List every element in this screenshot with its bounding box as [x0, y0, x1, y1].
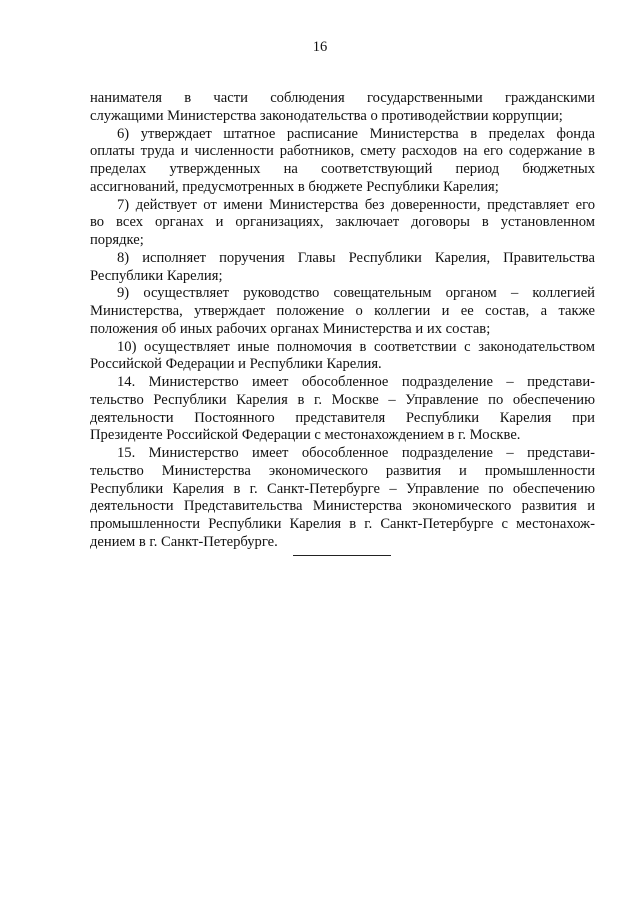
text-line: пределах утвержденных на соответствующий период бюджетных [90, 161, 595, 177]
text-line: тельство Министерства экономического развития и промышленности [90, 462, 595, 479]
paragraph [90, 285, 595, 338]
page-number: 16 [312, 39, 328, 55]
paragraph [90, 90, 595, 126]
text-line: промышленности Республики Карелия в г. Санкт-Петербурге с местонахож- [90, 516, 595, 532]
text-line: 15. Министерство имеет обособленное подразделение – представи- [117, 445, 595, 461]
text-line: ассигнований, предусмотренных в бюджете Республики Карелия; [90, 178, 499, 195]
end-of-text-rule [293, 555, 391, 556]
text-line: порядке; [90, 232, 144, 248]
text-line: 6) утверждает штатное расписание Министерства в пределах фонда [117, 125, 595, 142]
paragraph [90, 126, 595, 197]
paragraph [90, 250, 595, 286]
text-line: 10) осуществляет иные полномочия в соответствии с законодательством [117, 338, 595, 355]
text-line: 7) действует от имени Министерства без доверенности, представляет его [117, 196, 595, 213]
text-line: во всех органах и организациях, заключает договоры в установленном [90, 214, 595, 231]
paragraph [90, 197, 595, 250]
paragraph [90, 445, 595, 552]
paragraph [90, 339, 595, 375]
text-line: 8) исполняет поручения Главы Республики Карелия, Правительства [117, 249, 595, 266]
paragraph [90, 374, 595, 445]
text-line: Республики Карелия в г. Санкт-Петербурге – Управление по обеспечению [90, 480, 595, 497]
text-line: Республики Карелия; [90, 267, 223, 284]
text-line: оплаты труда и численности работников, смету расходов на его содержание в [90, 143, 595, 160]
text-line: деятельности Представительства Министерства экономического развития и [90, 498, 595, 515]
text-line: дением в г. Санкт-Петербурге. [90, 533, 278, 550]
text-line: тельство Республики Карелия в г. Москве – Управление по обеспечению [90, 391, 595, 408]
document-body [90, 90, 595, 552]
text-line: нанимателя в части соблюдения государственными гражданскими [90, 90, 595, 106]
text-line: 14. Министерство имеет обособленное подразделение – представи- [117, 374, 595, 390]
text-line: служащими Министерства законодательства о противодействии коррупции; [90, 107, 563, 124]
text-line: Президенте Российской Федерации с местонахождением в г. Москве. [90, 427, 521, 444]
text-line: Министерства, утверждает положение о коллегии и ее состав, а также [90, 303, 595, 319]
text-line: деятельности Постоянного представителя Республики Карелия при [90, 409, 595, 426]
text-line: положения об иных рабочих органах Министерства и их состав; [90, 320, 491, 337]
text-line: Российской Федерации и Республики Карелия. [90, 356, 382, 373]
text-line: 9) осуществляет руководство совещательным органом – коллегией [117, 285, 595, 302]
